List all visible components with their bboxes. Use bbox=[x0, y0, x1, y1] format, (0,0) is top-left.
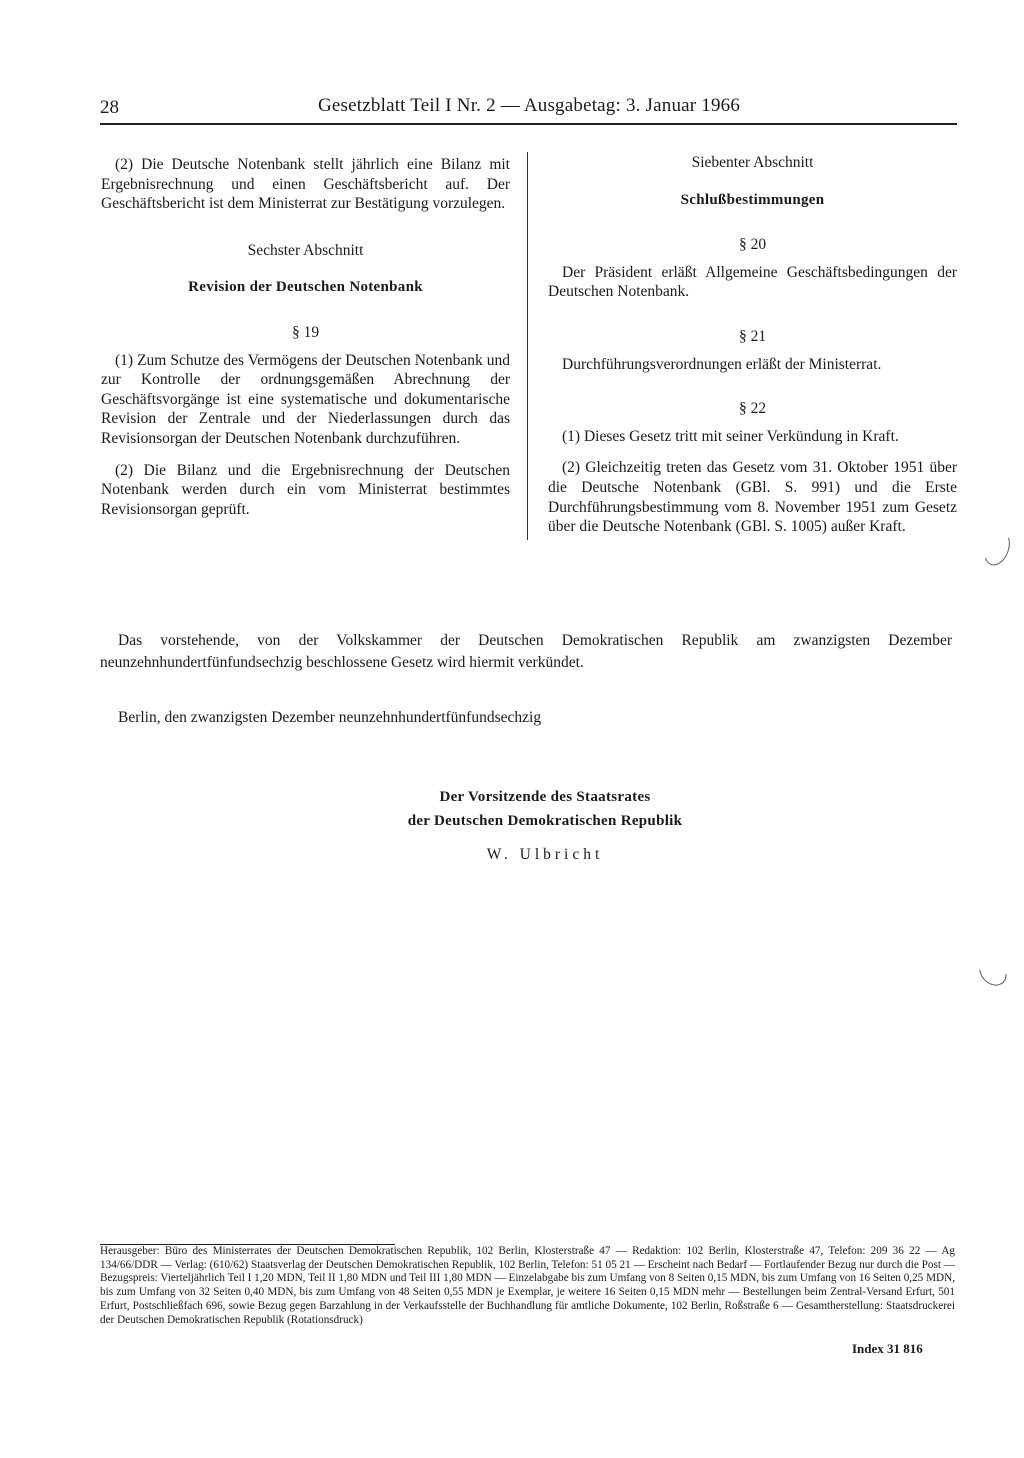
margin-punch-mark bbox=[974, 953, 1012, 991]
paragraph-22-1: (1) Dieses Gesetz tritt mit seiner Verkündung in Kraft. bbox=[562, 427, 899, 445]
paragraph-20-text: Der Präsident erläßt Allgemeine Geschäftsbedingungen der Deutschen Notenbank. bbox=[548, 263, 957, 301]
page-number: 28 bbox=[100, 97, 119, 118]
index-number: Index 31 816 bbox=[852, 1341, 923, 1356]
right-column bbox=[548, 153, 957, 537]
section-heading-sixth: Sechster Abschnitt bbox=[247, 241, 364, 259]
paragraph-22-2: (2) Gleichzeitig treten das Gesetz vom 31. Oktober 1951 über die Deutsche Notenbank (GBl. S. 991) und die Erste Durchführungsbestimmung vom 8. November 1951 zum Gesetz über die Deutsche Notenbank (GBl. S. 1005) außer Kraft. bbox=[548, 459, 957, 536]
left-column bbox=[101, 155, 510, 519]
gazette-header-title: Gesetzblatt Teil I Nr. 2 — Ausgabetag: 3. Januar 1966 bbox=[318, 95, 741, 116]
signatory-line-2: der Deutschen Demokratischen Republik bbox=[407, 813, 683, 829]
proclamation-text: Das vorstehende, von der Volkskammer der Deutschen Demokratischen Republik am zwanzigsten Dezember neunzehnhundertfünfundsechzig beschlossene Gesetz wird hiermit verkündet. bbox=[100, 631, 952, 671]
header-rule bbox=[100, 123, 957, 125]
paragraph-number-19: § 19 bbox=[291, 323, 320, 341]
section-title-final-provisions: Schlußbestimmungen bbox=[680, 191, 825, 208]
place-and-date: Berlin, den zwanzigsten Dezember neunzehnhundertfünfundsechzig bbox=[118, 709, 542, 726]
paragraph-19-2: (2) Die Bilanz und die Ergebnisrechnung der Deutschen Notenbank werden durch ein vom Ministerrat bestimmtes Revisionsorgan geprüft. bbox=[101, 461, 510, 518]
section-heading-seventh: Siebenter Abschnitt bbox=[691, 154, 814, 171]
margin-punch-mark bbox=[980, 527, 1015, 569]
bilanz-paragraph: (2) Die Deutsche Notenbank stellt jährlich eine Bilanz mit Ergebnisrechnung und einen Geschäftsbericht auf. Der Geschäftsbericht ist dem Ministerrat zur Bestätigung vorzulegen. bbox=[101, 156, 510, 213]
paragraph-number-20: § 20 bbox=[738, 236, 767, 254]
publisher-imprint: Herausgeber: Büro des Ministerrates der Deutschen Demokratischen Republik, 102 Berlin, Klosterstraße 47 — Redaktion: 102 Berlin, Klosterstraße 47, Telefon: 209 36 22 — Ag 134/66/DDR — Verlag: (610/62) Staatsverlag der Deutschen Demokratischen Republik, 102 Berlin, Telefon: 51 05 21 — Erscheint nach Bedarf — Fortlaufender Bezug nur durch die Post — Bezugspreis: Vierteljährlich Teil I 1,20 MDN, Teil II 1,80 MDN und Teil III 1,80 MDN — Einzelabgabe bis zum Umfang von 8 Seiten 0,15 MDN, bis zum Umfang von 16 Seiten 0,25 MDN, bis zum Umfang von 32 Seiten 0,40 MDN, bis zum Umfang von 48 Seiten 0,55 MDN je Exemplar, je weitere 16 Seiten 0,15 MDN mehr — Bestellungen beim Zentral-Versand Erfurt, 501 Erfurt, Postschließfach 696, sowie Bezug gegen Barzahlung in der Verkaufsstelle der Buchhandlung für amtliche Dokumente, 102 Berlin, Roßstraße 6 — Gesamtherstellung: Staatsdruckerei der Deutschen Demokratischen Republik (Rotationsdruck) bbox=[100, 1245, 955, 1326]
paragraph-number-21: § 21 bbox=[738, 327, 767, 345]
section-title-revision: Revision der Deutschen Notenbank bbox=[188, 279, 423, 296]
signatory-block bbox=[300, 785, 790, 833]
paragraph-19-1: (1) Zum Schutze des Vermögens der Deutschen Notenbank und zur Kontrolle der ordnungsgemäßen Abrechnung der Geschäftsvorgänge ist eine systematische und dokumentarische Revision der Zentrale und der Niederlassungen durch das Revisionsorgan der Deutschen Notenbank durchzuführen. bbox=[101, 351, 510, 447]
signer-name: W. Ulbricht bbox=[486, 846, 604, 863]
paragraph-number-22: § 22 bbox=[738, 400, 767, 418]
paragraph-21-text: Durchführungsverordnungen erläßt der Ministerrat. bbox=[562, 355, 882, 373]
column-divider bbox=[527, 152, 528, 540]
signatory-line-1: Der Vorsitzende des Staatsrates bbox=[439, 789, 651, 805]
